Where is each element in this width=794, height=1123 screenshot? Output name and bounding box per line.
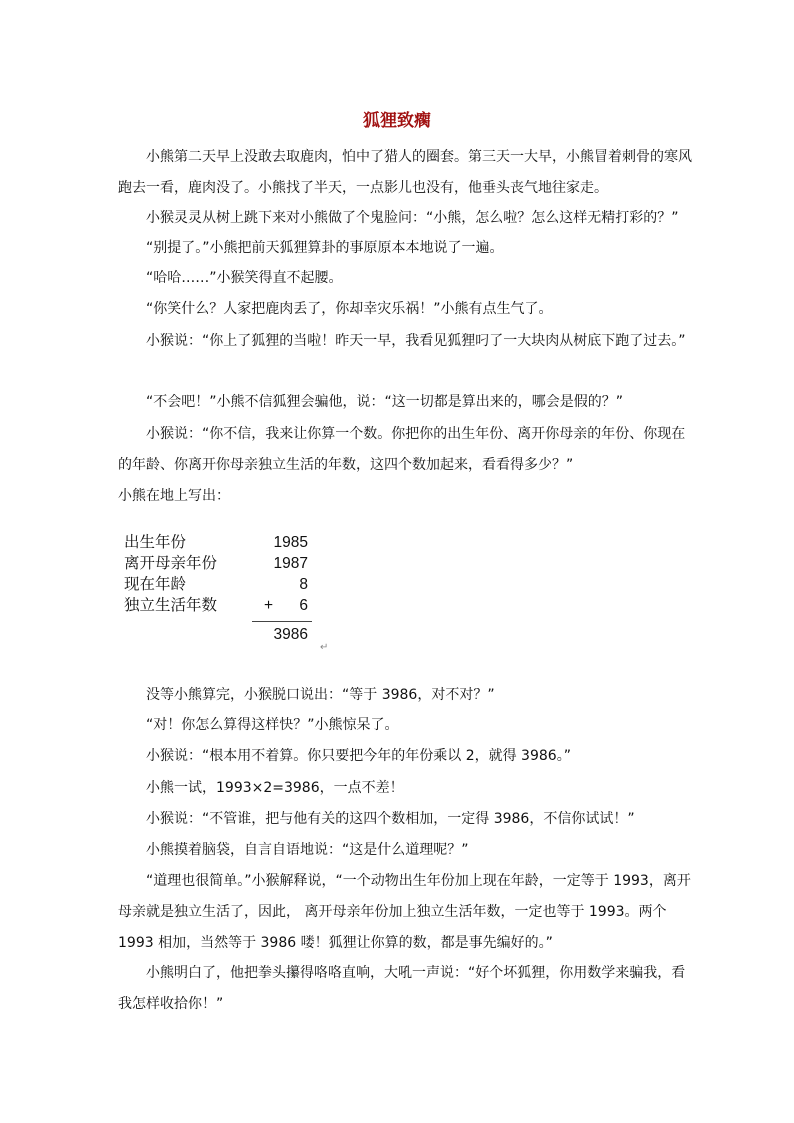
paragraph-8: 小猴说：“你不信，我来让你算一个数。你把你的出生年份、离开你母亲的年份、你现在的年龄、你离开你母亲独立生活的年数，这四个数加起来，看看得多少？” bbox=[118, 426, 686, 473]
addition-table bbox=[124, 532, 324, 643]
page-title: 狐狸致瘸 bbox=[363, 111, 431, 131]
calc-label: 出生年份 bbox=[124, 534, 187, 551]
paragraph-14: 小猴说：“不管谁，把与他有关的这四个数相加，一定得 3986，不信你试试！” bbox=[146, 811, 635, 827]
calc-label: 现在年龄 bbox=[124, 576, 187, 593]
paragraph-4: “哈哈……”小猴笑得直不起腰。 bbox=[146, 270, 343, 286]
paragraph-1: 小熊第二天早上没敢去取鹿肉，怕中了猎人的圈套。第三天一大早，小熊冒着刺骨的寒风跑去一看，鹿肉没了。小熊找了半天，一点影儿也没有，他垂头丧气地往家走。 bbox=[118, 149, 692, 196]
calc-row bbox=[124, 532, 324, 553]
paragraph-7: “不会吧！”小熊不信狐狸会骗他，说：“这一切都是算出来的，哪会是假的？” bbox=[146, 394, 624, 410]
paragraph-15: 小熊摸着脑袋，自言自语地说：“这是什么道理呢？” bbox=[146, 842, 469, 858]
calc-value: 1987 bbox=[273, 555, 308, 572]
paragraph-13: 小熊一试，1993×2=3986，一点不差！ bbox=[146, 780, 404, 796]
paragraph-2: 小猴灵灵从树上跳下来对小熊做了个鬼脸问：“小熊，怎么啦？怎么这样无精打彩的？” bbox=[146, 210, 679, 226]
sum-divider bbox=[252, 621, 312, 622]
paragraph-5: “你笑什么？人家把鹿肉丢了，你却幸灾乐祸！”小熊有点生气了。 bbox=[146, 301, 553, 317]
paragraph-11: “对！你怎么算得这样快？”小熊惊呆了。 bbox=[146, 717, 399, 733]
calc-value: 8 bbox=[299, 576, 308, 593]
calc-label: 离开母亲年份 bbox=[124, 555, 218, 572]
calc-value: 6 bbox=[299, 597, 308, 614]
paragraph-17: 小熊明白了，他把拳头攥得咯咯直响，大吼一声说：“好个坏狐狸，你用数学来骗我，看我怎样收拾你！” bbox=[118, 965, 686, 1012]
calc-row bbox=[124, 574, 324, 595]
paragraph-6: 小猴说：“你上了狐狸的当啦！昨天一早，我看见狐狸叼了一大块肉从树底下跑了过去。” bbox=[146, 333, 686, 349]
calc-row bbox=[124, 595, 324, 616]
paragraph-16: “道理也很简单。”小猴解释说，“一个动物出生年份加上现在年龄，一定等于 1993，离开母亲就是独立生活了，因此， 离开母亲年份加上独立生活年数，一定也等于 1993。两个 1993 相加，当然等于 3986 喽！狐狸让你算的数，都是事先编好的。” bbox=[118, 873, 691, 951]
calc-operator: + bbox=[264, 597, 274, 614]
calc-label: 独立生活年数 bbox=[124, 597, 218, 614]
calc-row bbox=[124, 553, 324, 574]
paragraph-12: 小猴说：“根本用不着算。你只要把今年的年份乘以 2，就得 3986。” bbox=[146, 748, 571, 764]
paragraph-10: 没等小熊算完，小猴脱口说出：“等于 3986，对不对？” bbox=[146, 687, 495, 703]
return-mark: ↵ bbox=[320, 642, 329, 653]
calc-sum: 3986 bbox=[273, 626, 308, 643]
paragraph-9: 小熊在地上写出： bbox=[118, 488, 230, 504]
paragraph-3: “别提了。”小熊把前天狐狸算卦的事原原本本地说了一遍。 bbox=[146, 240, 504, 256]
calc-value: 1985 bbox=[273, 534, 308, 551]
